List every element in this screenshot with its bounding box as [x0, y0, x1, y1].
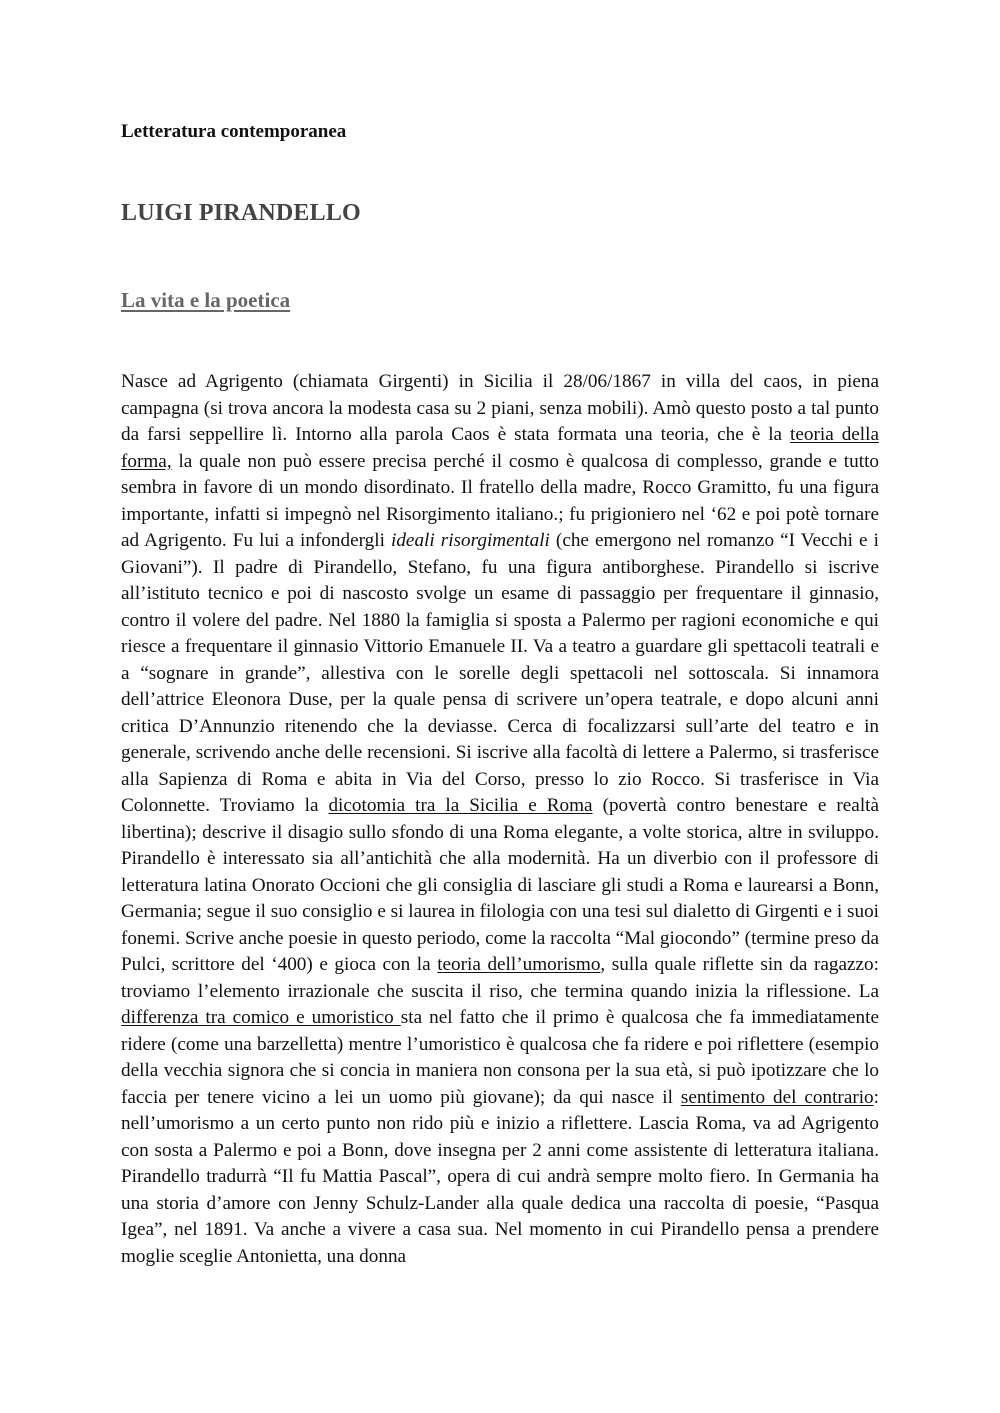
text-run: la quale non può essere precisa perché il cosmo è qualcosa di complesso, grande e tutto sembra in favore di un mondo disordinato. Il fratello della madre, Rocco Gramitto, fu una figura importante, infatti si impegnò nel Risorgimento italiano.; fu prigioniero nel ‘62 e poi potè tornare ad Agrigento. Fu lui a infondergli: [121, 450, 879, 552]
page-title: LUIGI PIRANDELLO: [121, 200, 361, 226]
text-run: (che emergono nel romanzo “I Vecchi e i Giovani”). Il padre di Pirandello, Stefano, fu una figura antiborghese. Pirandello si iscrive all’istituto tecnico e poi di nascosto svolge un esame di passaggio per frequentare il ginnasio, contro il volere del padre. Nel 1880 la famiglia si sposta a Palermo per ragioni economiche e qui riesce a frequentare il ginnasio Vittorio Emanuele II. Va a teatro a guardare gli spettacoli teatrali e a “sognare in grande”, allestiva con le sorelle degli spettacoli nel sottoscala. Si innamora dell’attrice Eleonora Duse, per la quale pensa di scrivere un’opera teatrale, e dopo alcuni anni critica D’Annunzio ritenendo che la deviasse. Cerca di focalizzarsi sull’arte del teatro e in generale, scrivendo anche delle recensioni. Si iscrive alla facoltà di lettere a Palermo, si trasferisce alla Sapienza di Roma e abita in Via del Corso, presso lo zio Rocco. Si trasferisce in Via Colonnette. Troviamo la: [121, 530, 879, 817]
italic-term: ideali risorgimentali: [391, 530, 550, 552]
underlined-term: dicotomia tra la Sicilia e Roma: [328, 795, 593, 817]
underlined-term: sentimento del contrario: [680, 1086, 874, 1108]
underlined-term: teoria dell’umorismo: [437, 954, 601, 976]
text-run: Nasce ad Agrigento (chiamata Girgenti) in Sicilia il 28/06/1867 in villa del caos, in piena campagna (si trova ancora la modesta casa su 2 piani, senza mobili). Amò questo posto a tal punto da farsi seppellire lì. Intorno alla parola Caos è stata formata una teoria, che è la: [121, 371, 879, 446]
text-run: , sulla quale riflette sin da ragazzo: troviamo l’elemento irrazionale che suscita il riso, che termina quando inizia la riflessione. La: [121, 954, 879, 1002]
body-paragraph: [121, 369, 879, 1270]
subject-heading: Letteratura contemporanea: [121, 121, 347, 142]
section-heading: La vita e la poetica: [121, 288, 291, 312]
text-run: : nell’umorismo a un certo punto non rido più e inizio a riflettere. Lascia Roma, va ad Agrigento con sosta a Palermo e poi a Bonn, dove insegna per 2 anni come assistente di letteratura italiana. Pirandello tradurrà “Il fu Mattia Pascal”, opera di cui andrà sempre molto fiero. In Germania ha una storia d’amore con Jenny Schulz-Lander alla quale dedica una raccolta di poesie, “Pasqua Igea”, nel 1891. Va anche a vivere a casa sua. Nel momento in cui Pirandello pensa a prendere moglie sceglie Antonietta, una donna: [121, 1086, 879, 1267]
underlined-term: differenza tra comico e umoristico: [121, 1007, 401, 1029]
text-run: (povertà contro benestare e realtà libertina); descrive il disagio sullo sfondo di una Roma elegante, a volte storica, altre in sviluppo. Pirandello è interessato sia all’antichità che alla modernità. Ha un diverbio con il professore di letteratura latina Onorato Occioni che gli consiglia di lasciare gli studi a Roma e laurearsi a Bonn, Germania; segue il suo consiglio e si laurea in filologia con una tesi sul dialetto di Girgenti e i suoi fonemi. Scrive anche poesie in questo periodo, come la raccolta “Mal giocondo” (termine preso da Pulci, scrittore del ‘400) e gioca con la: [121, 795, 880, 976]
underlined-term: teoria della forma,: [121, 424, 879, 472]
text-run: sta nel fatto che il primo è qualcosa che fa immediatamente ridere (come una barzelletta) mentre l’umoristico è qualcosa che fa ridere e poi riflettere (esempio della vecchia signora che si concia in maniera non consona per la sua età, si può ipotizzare che lo faccia per tenere vicino a lei un uomo più giovane); da qui nasce il: [121, 1007, 879, 1108]
